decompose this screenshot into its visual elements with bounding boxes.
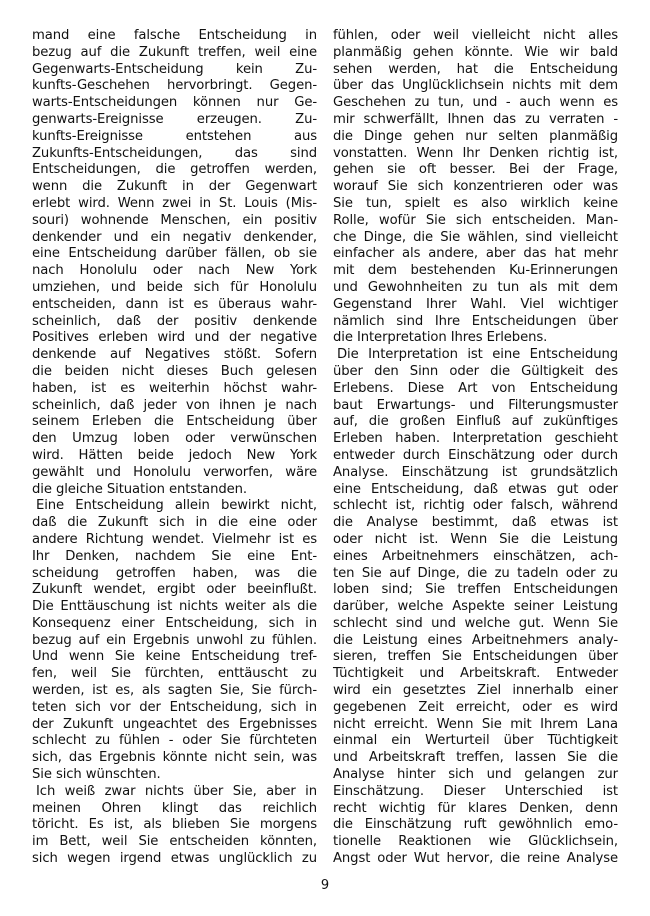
text-line: oder nicht ist. Wenn Sie die Leistung — [333, 531, 618, 547]
text-line: loben sind; Sie treffen Entscheidungen — [333, 582, 618, 598]
text-line: gehen sie oft besser. Bei der Frage, — [333, 162, 618, 178]
text-line: schlecht zu fühlen - oder Sie fürchteten — [32, 733, 317, 749]
text-line: wenn die Zukunft in der Gegenwart — [32, 179, 317, 195]
text-line: mir schwerfällt, Ihnen das zu verraten - — [333, 111, 618, 127]
text-line: über den Sinn oder die Gültigkeit des — [333, 363, 618, 379]
text-line: kunfts-Ereignisse entstehen aus — [32, 128, 317, 144]
text-line: die Leistung eines Arbeitnehmers analy- — [333, 632, 618, 648]
text-line: Tüchtigkeit und Arbeitskraft. Entweder — [333, 666, 618, 682]
text-line: fen, weil Sie fürchten, enttäuscht zu — [32, 666, 317, 682]
text-line: schlecht ist, richtig oder falsch, während — [333, 498, 618, 514]
text-line: denkender und ein negativ denkender, — [32, 229, 317, 245]
text-line: sich, das Ergebnis könnte nicht sein, was — [32, 750, 317, 766]
text-line: Analyse hinter sich und gelangen zur — [333, 767, 618, 783]
text-line: fühlen, oder weil vielleicht nicht alles — [333, 28, 618, 43]
text-line: Angst oder Wut hervor, die reine Analyse — [333, 851, 618, 867]
text-line: im Bett, weil Sie entscheiden könnten, — [32, 834, 317, 850]
text-line: die Dinge gehen nur selten planmäßig — [333, 128, 618, 144]
text-line: die Einschätzung ruft gewöhnlich emo- — [333, 817, 618, 833]
text-line: Entscheidungen, die getroffen werden, — [32, 162, 317, 178]
text-line: die Interpretation Ihres Erlebens. — [333, 330, 548, 346]
text-line: nicht erreicht. Wenn Sie mit Ihrem Lana — [333, 716, 618, 732]
text-line: warts-Entscheidungen können nur Ge- — [32, 95, 317, 111]
text-line: souri) wohnende Menschen, ein positiv — [32, 212, 317, 228]
text-line: meinen Ohren klingt das reichlich — [32, 800, 317, 816]
text-line: über das Unglücklichsein nichts mit dem — [333, 78, 618, 94]
right-column — [333, 28, 618, 868]
text-line: erlebt wird. Wenn zwei in St. Louis (Mis- — [32, 195, 317, 211]
text-line: bezug auf die Zukunft treffen, weil eine — [32, 44, 317, 60]
left-column — [32, 28, 317, 868]
text-line: nach Honolulu oder nach New York — [32, 263, 317, 279]
text-line: eine Entscheidung, daß etwas gut oder — [333, 481, 618, 497]
text-line: Rolle, wofür Sie sich entscheiden. Man- — [333, 212, 618, 228]
text-line: haben, ist es weiterhin höchst wahr- — [32, 380, 317, 396]
text-line: der Zukunft ungeachtet des Ergebnisses — [32, 716, 317, 732]
text-line: genwarts-Ereignisse erzeugen. Zu- — [32, 111, 317, 127]
text-line: wird ein gesetztes Ziel innerhalb einer — [333, 683, 618, 699]
text-line: umziehen, und beide sich für Honolulu — [32, 279, 317, 295]
text-line: nämlich sind Ihre Entscheidungen über — [333, 313, 618, 329]
text-line: sieren, treffen Sie Entscheidungen über — [333, 649, 618, 665]
text-line: die beiden nicht dieses Buch gelesen — [32, 363, 317, 379]
text-line: Konsequenz einer Entscheidung, sich in — [32, 615, 317, 631]
text-line: sich wegen irgend etwas unglücklich zu — [32, 851, 317, 867]
text-line: Ihr Denken, nachdem Sie eine Ent- — [32, 548, 317, 564]
text-line: Einschätzung. Dieser Unterschied ist — [333, 783, 618, 799]
text-line: und Gewohnheiten zu tun als mit dem — [333, 279, 618, 295]
text-line: und Arbeitskraft treffen, lassen Sie die — [333, 750, 618, 766]
text-line: den Umzug loben oder verwünschen — [32, 431, 317, 447]
text-line: Ich weiß zwar nichts über Sie, aber in — [36, 783, 317, 799]
text-line: eine Entscheidung darüber fällen, ob sie — [32, 246, 317, 262]
text-line: teten sich vor der Entscheidung, sich in — [32, 699, 317, 715]
text-line: gewählt und Honolulu verworfen, wäre — [32, 464, 317, 480]
text-line: Zukunft wendet, ergibt oder beeinflußt. — [32, 582, 317, 598]
text-line: Sie tun, spielt es also wirklich keine — [333, 195, 618, 211]
text-line: gegebenen Zeit erreicht, oder es wird — [333, 699, 618, 715]
text-line: scheinlich, daß der positiv denkende — [32, 313, 317, 329]
text-line: einmal ein Werturteil über Tüchtigkeit — [333, 733, 618, 749]
text-line: che Dinge, die Sie wählen, sind vielleicht — [333, 229, 618, 245]
text-line: werden, ist es, als sagten Sie, Sie fürch- — [32, 683, 317, 699]
text-line: wird. Hätten beide jedoch New York — [32, 447, 317, 463]
text-line: Geschehen zu tun, und - auch wenn es — [333, 95, 618, 111]
text-line: planmäßig gehen könnte. Wie wir bald — [333, 44, 618, 60]
text-line: Erlebens. Diese Art von Entscheidung — [333, 380, 618, 396]
text-line: Gegenstand Ihrer Wahl. Viel wichtiger — [333, 296, 618, 312]
text-line: denkende auf Negatives stößt. Sofern — [32, 347, 317, 363]
text-line: Zukunfts-Entscheidungen, das sind — [32, 145, 317, 161]
text-line: sehen werden, hat die Entscheidung — [333, 61, 618, 77]
text-line: ten Sie auf Dinge, die zu tadeln oder zu — [333, 565, 618, 581]
text-line: Sie sich wünschten. — [32, 767, 161, 783]
text-line: entscheiden, dann ist es überaus wahr- — [32, 296, 317, 312]
text-line: Und wenn Sie keine Entscheidung tref- — [32, 649, 317, 665]
text-line: die gleiche Situation entstanden. — [32, 481, 248, 497]
text-line: Gegenwarts-Entscheidung kein Zu- — [32, 61, 317, 77]
text-line: Die Enttäuschung ist nichts weiter als die — [32, 599, 317, 615]
page-number: 9 — [320, 878, 330, 893]
text-line: eines Arbeitnehmers einschätzen, ach- — [333, 548, 618, 564]
text-line: Erleben haben. Interpretation geschieht — [333, 431, 618, 447]
text-line: worauf Sie sich konzentrieren oder was — [333, 179, 618, 195]
text-line: baut Erwartungs- und Filterungsmuster — [333, 397, 618, 413]
text-line: tionelle Reaktionen wie Glücklichsein, — [333, 834, 618, 850]
text-line: bezug auf ein Ergebnis unwohl zu fühlen. — [32, 632, 317, 648]
text-line: scheidung getroffen haben, was die — [32, 565, 317, 581]
text-line: auf, die großen Einfluß auf zukünftiges — [333, 414, 618, 430]
text-line: kunfts-Geschehen hervorbringt. Gegen- — [32, 78, 317, 94]
text-line: einfacher als andere, aber das hat mehr — [333, 246, 618, 262]
text-line: recht wichtig für klares Denken, denn — [333, 800, 618, 816]
text-line: töricht. Es ist, als blieben Sie morgens — [32, 817, 317, 833]
text-line: Positives erleben wird und der negative — [32, 330, 317, 346]
text-line: darüber, welche Aspekte seiner Leistung — [333, 599, 618, 615]
text-line: daß die Zukunft sich in die eine oder — [32, 515, 317, 531]
text-line: Die Interpretation ist eine Entscheidung — [337, 347, 618, 363]
text-line: scheinlich, daß jeder von ihnen je nach — [32, 397, 317, 413]
text-line: mit dem bestehenden Ku-Erinnerungen — [333, 263, 618, 279]
text-line: seinem Erleben die Entscheidung über — [32, 414, 317, 430]
text-line: schlecht sind und welche gut. Wenn Sie — [333, 615, 618, 631]
text-line: andere Richtung wendet. Vielmehr ist es — [32, 531, 317, 547]
text-line: Analyse. Einschätzung ist grundsätzlich — [333, 464, 618, 480]
text-line: vonstatten. Wenn Ihr Denken richtig ist, — [333, 145, 618, 161]
text-line: die Analyse bestimmt, daß etwas ist — [333, 515, 618, 531]
text-line: Eine Entscheidung allein bewirkt nicht, — [36, 498, 317, 514]
text-line: mand eine falsche Entscheidung in — [32, 28, 317, 43]
text-line: entweder durch Einschätzung oder durch — [333, 447, 618, 463]
